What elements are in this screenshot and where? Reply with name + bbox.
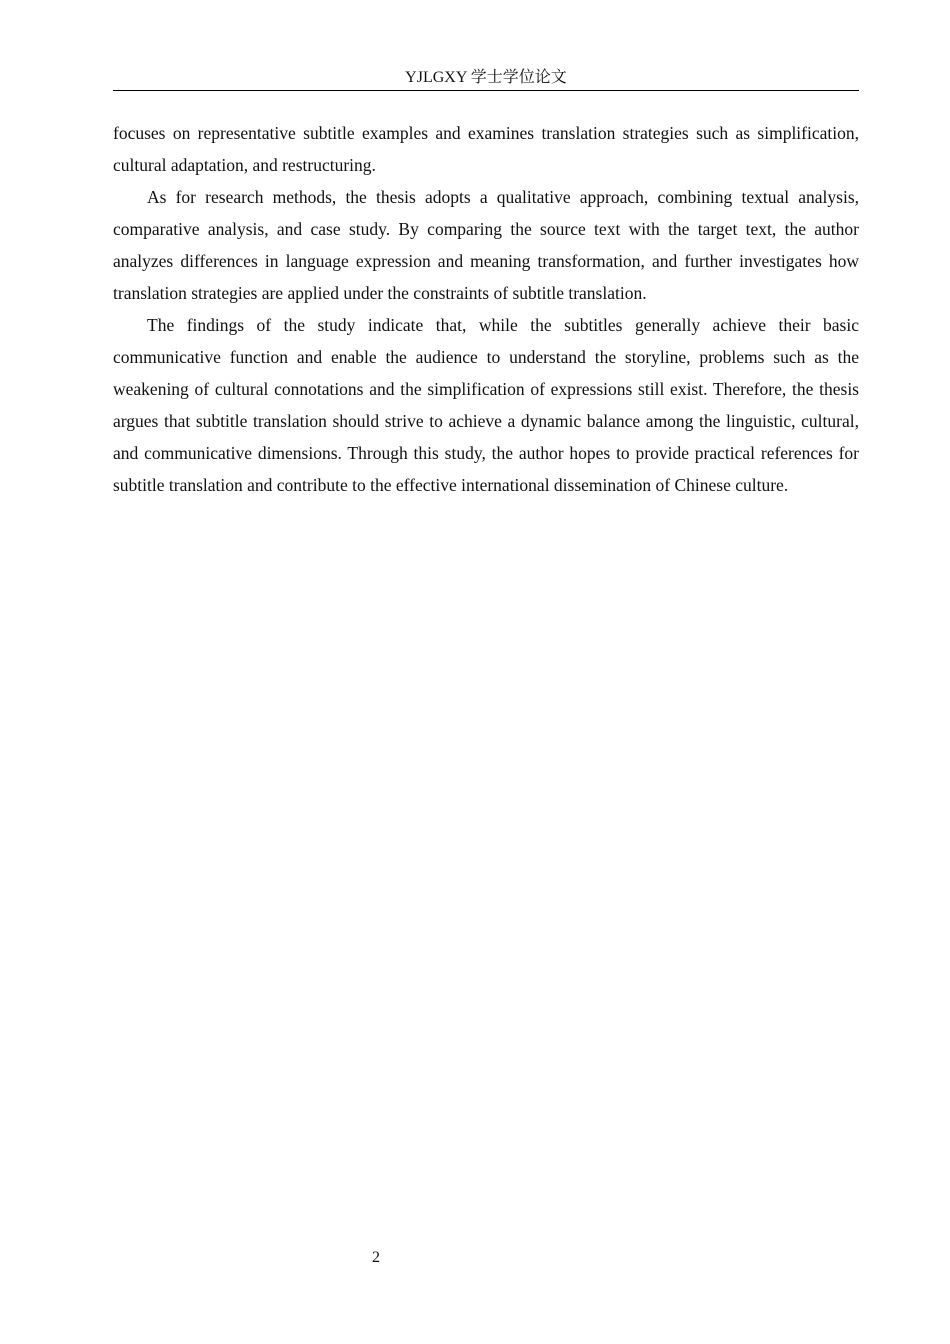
paragraph-research-methods: As for research methods, the thesis adopts a qualitative approach, combining textual analysis, comparative analysis, and case study. By comparing the source text with the target text, the author analyzes differences in language expression and meaning transformation, and further investigates how translation strategies are applied under the constraints of subtitle translation.: [113, 187, 859, 303]
body-text: [113, 117, 859, 501]
header-title: YJLGXY 学士学位论文: [405, 69, 567, 86]
paragraph-continuation: focuses on representative subtitle examples and examines translation strategies such as simplification, cultural adaptation, and restructuring.: [113, 123, 859, 175]
page-number: 2: [372, 1249, 380, 1266]
page-header: [113, 66, 859, 91]
paragraph-findings: The findings of the study indicate that, while the subtitles generally achieve their basic communicative function and enable the audience to understand the storyline, problems such as the weakening of cultural connotations and the simplification of expressions still exist. Therefore, the thesis argues that subtitle translation should strive to achieve a dynamic balance among the linguistic, cultural, and communicative dimensions. Through this study, the author hopes to provide practical references for subtitle translation and contribute to the effective international dissemination of Chinese culture.: [113, 315, 859, 495]
